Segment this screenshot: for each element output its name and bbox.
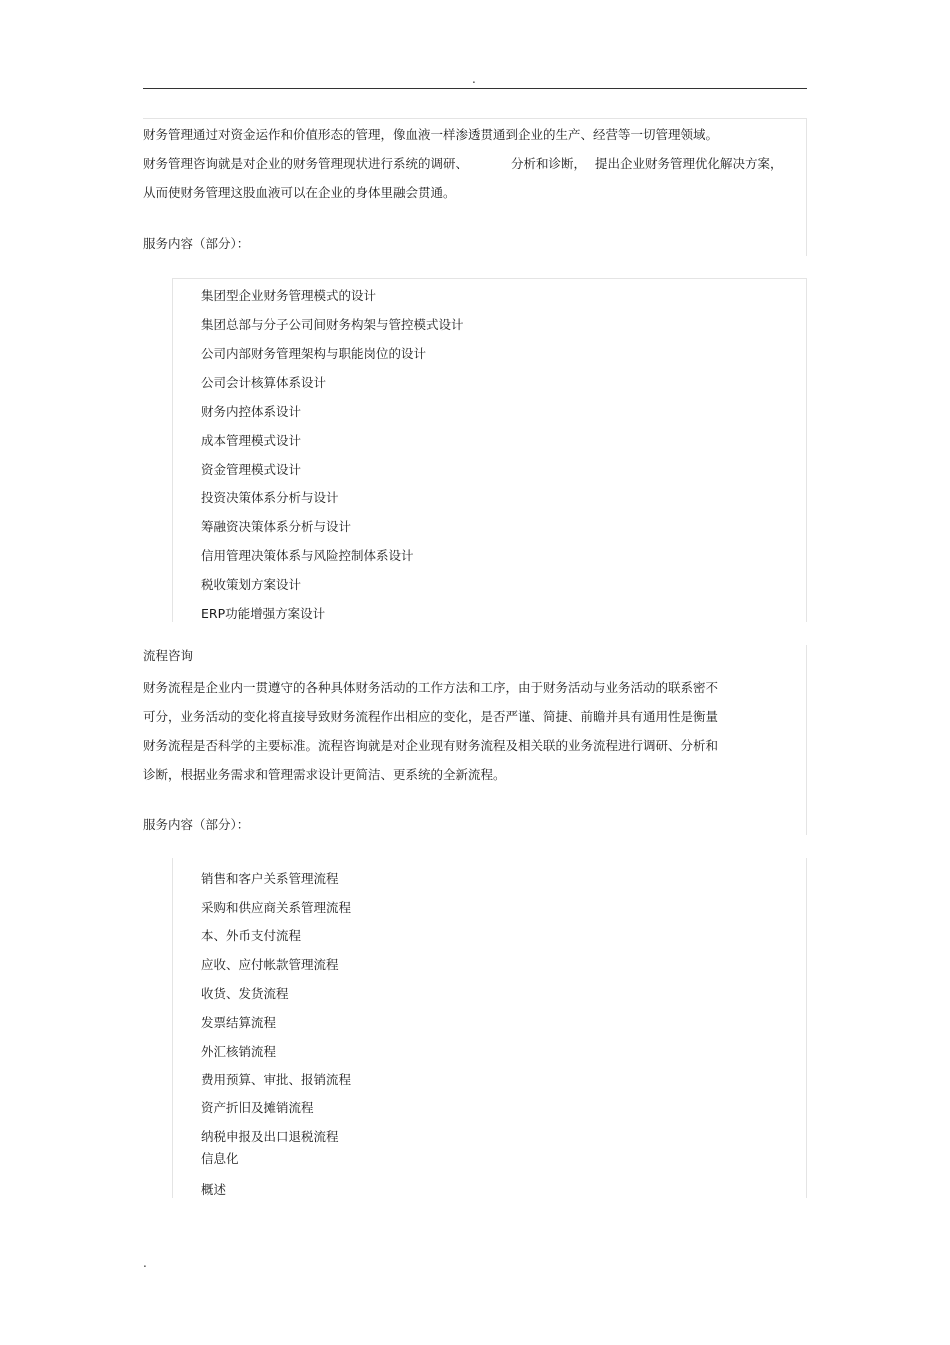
header-rule xyxy=(143,88,807,89)
finance-intro-line-3: 从而使财务管理这股血液可以在企业的身体里融会贯通。 xyxy=(143,185,456,200)
finance-service-item: 成本管理模式设计 xyxy=(201,433,302,448)
finance-intro-line-1: 财务管理通过对资金运作和价值形态的管理，像血液一样渗透贯通到企业的生产、经营等一切管理领域。 xyxy=(143,127,719,142)
finance-service-item: 集团总部与分子公司间财务构架与管控模式设计 xyxy=(201,317,464,332)
finance-service-item: 税收策划方案设计 xyxy=(201,577,302,592)
finance-service-item: 集团型企业财务管理模式的设计 xyxy=(201,288,377,303)
finance-service-heading: 服务内容（部分）： xyxy=(143,236,250,251)
finance-service-item: 信用管理决策体系与风险控制体系设计 xyxy=(201,548,414,563)
process-service-item: 销售和客户关系管理流程 xyxy=(201,871,339,886)
finance-service-item: 筹融资决策体系分析与设计 xyxy=(201,519,352,534)
services-border-right xyxy=(806,278,807,622)
process-intro-line-1: 财务流程是企业内一贯遵守的各种具体财务活动的工作方法和工序，由于财务活动与业务活动的联系密不 xyxy=(143,680,719,695)
finance-service-item: 投资决策体系分析与设计 xyxy=(201,490,339,505)
process-border-right xyxy=(806,645,807,835)
process-service-heading: 服务内容（部分）： xyxy=(143,817,250,832)
informatization-title: 信息化 xyxy=(201,1151,239,1166)
process-title: 流程咨询 xyxy=(143,648,194,663)
finance-service-item: 资金管理模式设计 xyxy=(201,462,302,477)
process-service-item: 采购和供应商关系管理流程 xyxy=(201,900,352,915)
process-intro-line-3: 财务流程是否科学的主要标准。流程咨询就是对企业现有财务流程及相关联的业务流程进行调研、分析和 xyxy=(143,738,719,753)
finance-service-item: 公司内部财务管理架构与职能岗位的设计 xyxy=(201,346,427,361)
process-service-item: 收货、发货流程 xyxy=(201,986,289,1001)
process-intro-line-2: 可分，业务活动的变化将直接导致财务流程作出相应的变化，是否严谨、简捷、前瞻并具有通用性是衡量 xyxy=(143,709,719,724)
section-border-right xyxy=(806,118,807,256)
services-border-top xyxy=(172,278,807,279)
informatization-subtitle: 概述 xyxy=(201,1182,227,1197)
process-intro-line-4: 诊断，根据业务需求和管理需求设计更简洁、更系统的全新流程。 xyxy=(143,767,506,782)
finance-intro-line-2b: 分析和诊断， xyxy=(511,156,587,171)
finance-intro-line-2a: 财务管理咨询就是对企业的财务管理现状进行系统的调研、 xyxy=(143,156,469,171)
process-services-border-right xyxy=(806,858,807,1198)
process-service-item: 发票结算流程 xyxy=(201,1015,277,1030)
finance-service-item: ERP功能增强方案设计 xyxy=(201,606,326,621)
section-border-top xyxy=(143,118,807,119)
services-border-left xyxy=(172,278,173,622)
finance-service-item: 公司会计核算体系设计 xyxy=(201,375,327,390)
header-dot: . xyxy=(472,72,476,86)
finance-service-item: 财务内控体系设计 xyxy=(201,404,302,419)
process-service-item: 费用预算、审批、报销流程 xyxy=(201,1072,352,1087)
process-service-item: 本、外币支付流程 xyxy=(201,928,302,943)
process-service-item: 资产折旧及摊销流程 xyxy=(201,1100,314,1115)
process-service-item: 纳税申报及出口退税流程 xyxy=(201,1129,339,1144)
footer-dot: . xyxy=(143,1256,147,1270)
process-services-border-left xyxy=(172,858,173,1198)
process-service-item: 外汇核销流程 xyxy=(201,1044,277,1059)
finance-intro-line-2c: 提出企业财务管理优化解决方案， xyxy=(595,156,783,171)
process-service-item: 应收、应付帐款管理流程 xyxy=(201,957,339,972)
